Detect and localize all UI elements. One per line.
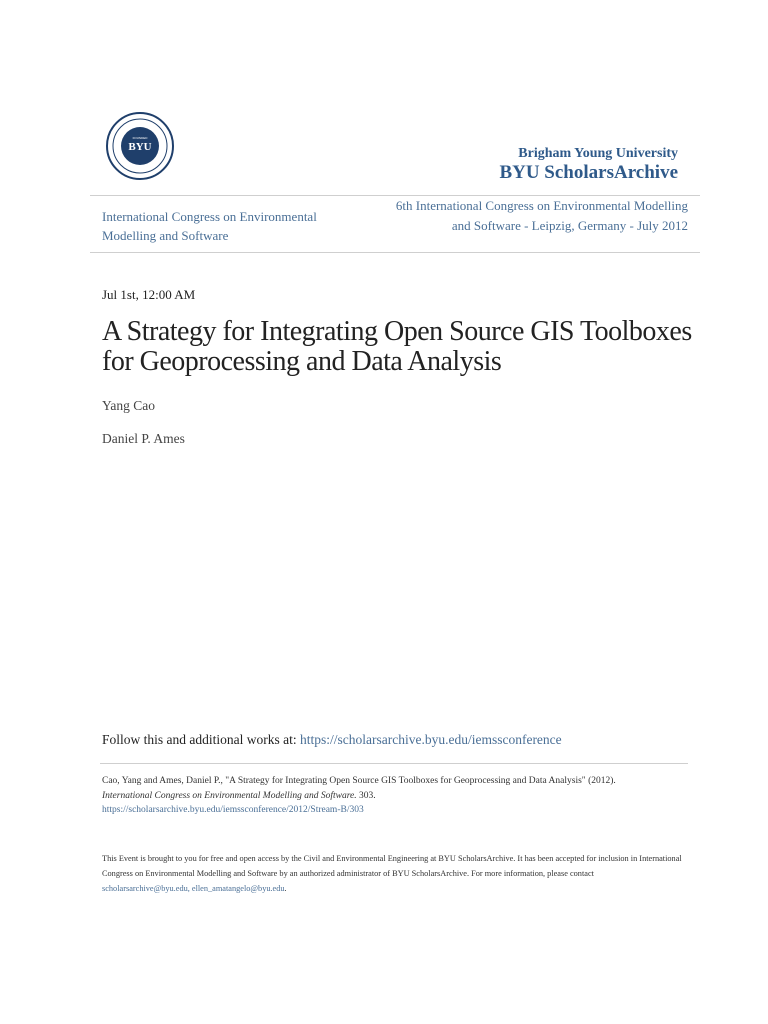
notice-text: This Event is brought to you for free and open access by the Civil and Environmental Engineering at BYU ScholarsArchive. It has been accepted for inclusion in International Congress on Environmental Modelling and Software by an authorized administrator of BYU ScholarsArchive. For more information, please contact [102,854,682,878]
header-divider [90,252,700,253]
access-notice [102,851,682,896]
university-name: Brigham Young University [518,146,678,161]
citation-block [102,774,702,818]
follow-line [102,732,562,748]
citation-journal: International Congress on Environmental Modelling and Software. [102,790,357,801]
contact-emails-link[interactable]: scholarsarchive@byu.edu, ellen_amatangelo@byu.edu [102,884,285,893]
archive-name: BYU ScholarsArchive [499,162,678,183]
congress-event-link[interactable]: 6th International Congress on Environmental Modelling and Software - Leipzig, Germany - July 2012 [395,198,688,233]
congress-series-link[interactable]: International Congress on Environmental Modelling and Software [102,209,317,243]
follow-link[interactable]: https://scholarsarchive.byu.edu/iemssconference [300,732,562,747]
author-name: Yang Cao [102,398,156,413]
citation-text: Cao, Yang and Ames, Daniel P., "A Strategy for Integrating Open Source GIS Toolboxes for Geoprocessing and Data Analysis" (2012). [102,776,616,786]
seal-founded: FOUNDED [132,136,148,140]
paper-title: A Strategy for Integrating Open Source GIS Toolboxes for Geoprocessing and Data Analysis [102,316,692,377]
seal-text: BYU [128,141,152,153]
notice-end: . [284,884,287,893]
author-name: Daniel P. Ames [102,431,185,446]
footer-divider [100,763,688,764]
follow-label: Follow this and additional works at: [102,732,297,747]
citation-number: 303. [356,790,376,801]
citation-link[interactable]: https://scholarsarchive.byu.edu/iemssconference/2012/Stream-B/303 [102,805,364,815]
byu-seal-logo [106,112,174,180]
event-date: Jul 1st, 12:00 AM [102,287,196,302]
